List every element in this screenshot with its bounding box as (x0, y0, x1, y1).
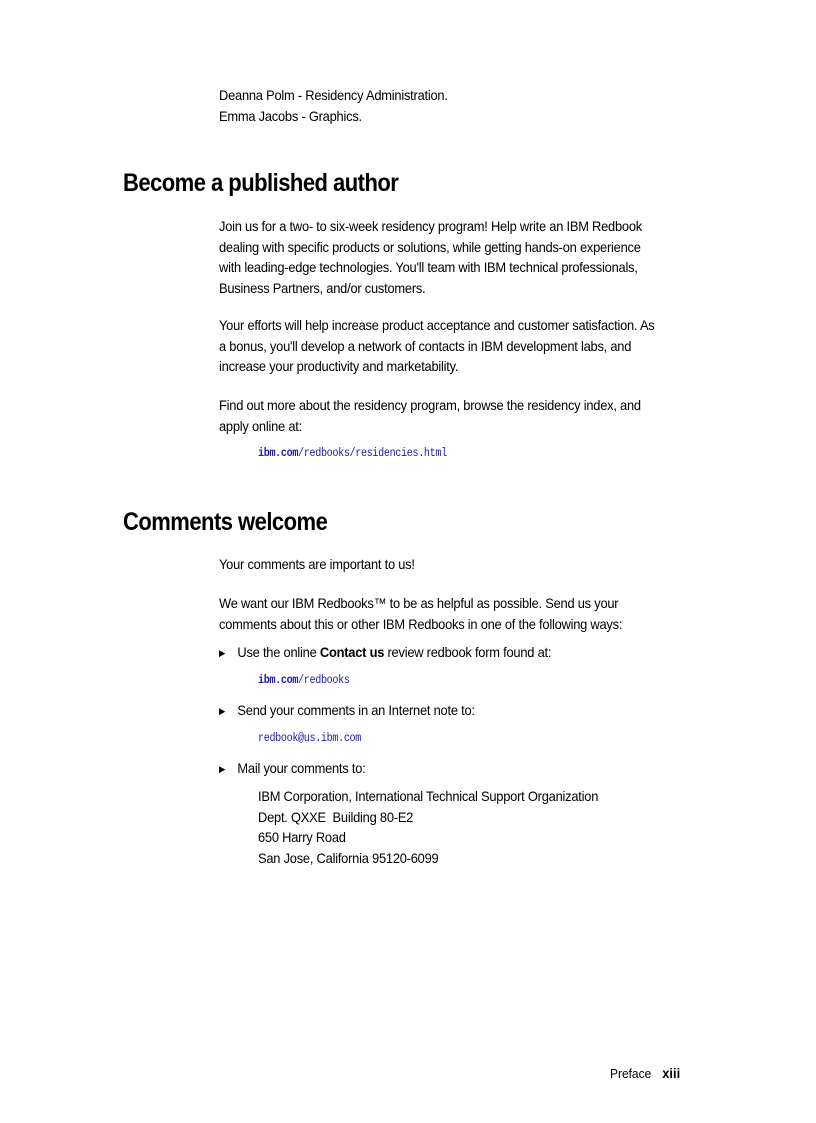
credit-line: Emma Jacobs - Graphics. (219, 107, 362, 124)
redbooks-link[interactable] (258, 673, 350, 689)
url-path: /redbooks/residencies.html (298, 447, 447, 460)
email-link[interactable]: redbook@us.ibm.com (258, 732, 361, 745)
bullet-item-contact-us (219, 642, 661, 663)
bullet-text: review redbook form found at: (384, 644, 552, 660)
section2-paragraph-2 (219, 593, 661, 634)
address-line: IBM Corporation, International Technical Support Organization (258, 788, 599, 804)
paragraph-text: Join us for a two- to six-week residency program! Help write an IBM Redbook dealing with specific products or solutions, while getting hands-on experience with leading-edge technologies. You'll team with IBM technical professionals, Business Partners, and/or customers. (219, 218, 642, 296)
bullet-bold-text: Contact us (319, 644, 385, 660)
section-heading-published-author: Become a published author (123, 169, 399, 197)
credits-block (219, 85, 661, 126)
page-footer (610, 1064, 693, 1083)
section1-paragraph-3 (219, 395, 661, 436)
url-domain: ibm.com (258, 447, 299, 460)
page-number: xiii (662, 1065, 681, 1081)
credit-line: Deanna Polm - Residency Administration. (219, 87, 448, 103)
url-path: /redbooks (298, 674, 350, 687)
paragraph-text: Find out more about the residency program, browse the residency index, and apply online at: (219, 397, 641, 434)
address-line: San Jose, California 95120-6099 (258, 849, 439, 866)
paragraph-text: We want our IBM Redbooks™ to be as helpful as possible. Send us your comments about this or other IBM Redbooks in one of the following ways: (219, 595, 623, 632)
triangle-bullet-icon: ▶ (219, 706, 226, 716)
section1-paragraph-2 (219, 315, 661, 377)
address-line: 650 Harry Road (258, 829, 346, 845)
bullet-text: Use the online (237, 644, 320, 660)
section-heading-comments-welcome: Comments welcome (123, 508, 328, 536)
bullet-item-mail (219, 758, 661, 779)
triangle-bullet-icon: ▶ (219, 764, 226, 774)
bullet-item-internet-note (219, 700, 661, 721)
paragraph-text: Your comments are important to us! (219, 556, 415, 572)
section1-paragraph-1 (219, 216, 661, 298)
residencies-link[interactable] (258, 446, 447, 462)
url-domain: ibm.com (258, 674, 299, 687)
section2-paragraph-1 (219, 554, 661, 575)
bullet-text: Mail your comments to: (237, 760, 366, 776)
triangle-bullet-icon: ▶ (219, 648, 226, 658)
bullet-text: Send your comments in an Internet note to: (237, 702, 475, 718)
footer-section-name: Preface (610, 1066, 652, 1081)
address-line: Dept. QXXE Building 80-E2 (258, 808, 414, 825)
paragraph-text: Your efforts will help increase product acceptance and customer satisfaction. As a bonus, you'll develop a network of contacts in IBM development labs, and increase your productivity and marketability. (219, 317, 655, 375)
mailing-address (258, 786, 663, 868)
